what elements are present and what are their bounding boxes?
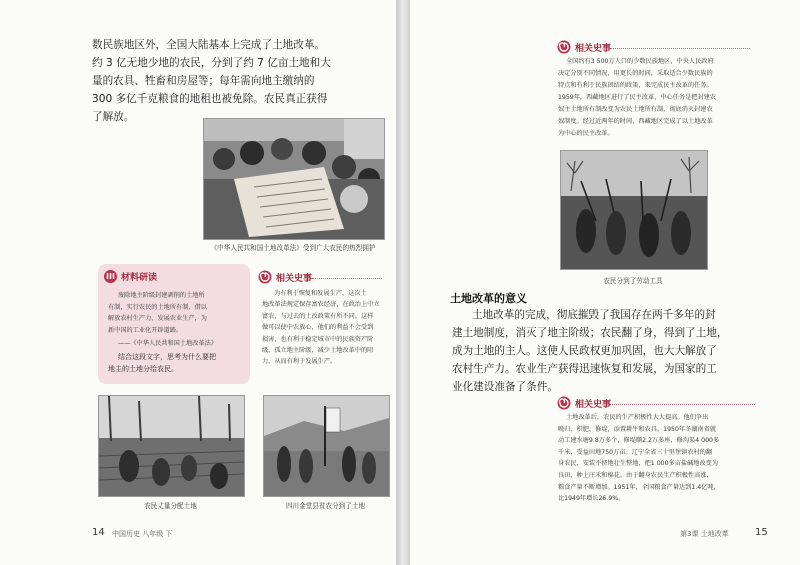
page-number-left: 14 (92, 527, 105, 538)
question-line: 结合这段文字，思考为什么要把 (118, 352, 216, 361)
section-heading-significance: 土地改革的意义 (450, 292, 527, 305)
history-line: 做可以使中农放心，他们的利益不会受到 (262, 324, 374, 332)
left-page (0, 0, 397, 565)
significance-line: 建土地制度，消灭了地主阶级；农民翻了身，得到了土地， (452, 327, 728, 339)
history-line: 奴主土地所有制改变为农民土地所有制，彻底消灭封建农 (558, 106, 713, 113)
intro-line: 300 多亿千克粮食的地租也被免除。农民真正获得 (92, 93, 328, 105)
material-study-icon: III (104, 270, 117, 283)
photo-measuring-land (98, 395, 245, 497)
material-study-title (104, 270, 157, 283)
quote-source: ——《中华人民共和国土地改革法》 (118, 340, 217, 348)
swirl-icon (557, 40, 571, 54)
intro-line: 量的农具、牲畜和房屋等；每年需向地主缴纳的 (92, 75, 315, 87)
intro-line: 数民族地区外，全国大陆基本上完成了土地改革。 (92, 39, 326, 51)
significance-line: 业化建设准备了条件。 (452, 381, 558, 393)
photo-village-caption: 四川金堂县贫农分到了土地 (285, 502, 366, 510)
history-line: 富农，与过去的土改政策有所不同。这样 (262, 312, 374, 320)
swirl-icon (258, 270, 272, 284)
related-history-title-right-1 (557, 40, 611, 54)
photo-farm-tools (560, 150, 708, 270)
related-history-label: 相关史事 (276, 273, 313, 284)
quote-line: 解放农村生产力，发展农业生产，为 (108, 315, 207, 323)
related-history-title-left (258, 270, 312, 284)
history-line: 千米，受益田地750万亩。辽宁全省三十里堡镇农村的翻 (558, 448, 713, 456)
related-history-text-left (262, 288, 390, 368)
history-line: 为中心的民主改革。 (558, 130, 614, 137)
related-history-label: 相关史事 (575, 43, 612, 54)
history-line: 1959年，西藏地区进行了民主改革，中心任务是把封建农 (558, 94, 717, 101)
history-line: 晚归，积肥、修堤，添置耕牛和农具。1950年冬湖南省就 (558, 425, 717, 433)
footer-left: 中国历史 八年级 下 (112, 530, 173, 538)
history-line: 粮食产量不断增加。1951年，全国粮食产量达到1.4亿吨， (558, 483, 720, 491)
related-history-text-right-2 (558, 412, 764, 505)
tools-photo-caption: 农民分到了劳动工具 (603, 277, 663, 285)
related-history-title-right-2 (557, 396, 611, 410)
question-line: 地主的土地分给农民。 (108, 364, 178, 373)
quote-line: 废除地主阶级封建剥削的土地所 (118, 292, 205, 299)
history-line: 良田，种上庄禾和棉花。由于翻身农民生产积极性高涨， (558, 471, 713, 479)
swirl-icon (557, 396, 571, 410)
history-line: 动工建水塘9.8万多个，修堤顺2.2万多座，修沟渠4 000多 (558, 437, 720, 445)
photo-sichuan-village (263, 395, 390, 497)
intro-line: 了解放。 (92, 111, 135, 123)
book-gutter (396, 0, 410, 565)
significance-line: 土地改革的完成，彻底摧毁了我国存在两千多年的封 (472, 309, 716, 321)
footer-right: 第3课 土地改革 (680, 530, 729, 538)
related-history-text-right-1 (558, 56, 758, 140)
photo-farm-caption: 农民丈量分配土地 (144, 502, 197, 510)
divider (312, 278, 382, 279)
quote-line: 新中国的工业化开辟道路。 (108, 326, 183, 334)
history-line: 力，从而有利于发展生产。 (262, 358, 337, 366)
history-line: 身农民，安装不挤地壮生整地，把1 000多亩盐碱地改变为 (558, 460, 719, 468)
history-line: 奴制度。经过近两年的时间，西藏地区完成了以土地改革 (558, 118, 713, 125)
history-line: 特点和有利于民族团结的政策，来完成民主改革的任务。 (558, 82, 713, 89)
material-quote (108, 290, 248, 375)
history-line: 损害，也有利于稳定城市中的民族资产阶 (262, 335, 374, 343)
history-line: 决定分别不同情况，用更长的时间，采取适合少数民族的 (558, 70, 713, 77)
material-study-label: 材料研读 (121, 273, 158, 283)
history-line: 比1949年增长26.9%。 (558, 495, 625, 503)
history-line: 级，孤立地主阶级，减少土地改革中的阻 (262, 347, 374, 355)
related-history-label: 相关史事 (575, 399, 612, 410)
significance-line: 农村生产力。农业生产获得迅速恢复和发展，为国家的工 (452, 363, 717, 375)
history-line: 为有利于恢复和发展生产，这次土 (274, 290, 367, 297)
top-photo-caption: 《中华人民共和国土地改革法》受到广大农民的热烈拥护 (210, 244, 376, 252)
intro-line: 约 3 亿无地少地的农民，分到了约 7 亿亩土地和大 (92, 57, 331, 69)
intro-paragraph (92, 36, 352, 126)
divider (610, 48, 750, 49)
history-line: 土地改革后，农民的生产积极性大大提高。他们争出 (566, 414, 709, 421)
significance-line: 成为土地的主人。这使人民政权更加巩固，也大大解放了 (452, 345, 717, 357)
page-number-right: 15 (755, 527, 768, 538)
quote-line: 有制，实行农民的土地所有制，借以 (108, 303, 207, 311)
divider (610, 404, 755, 405)
history-line: 地改革法规定保存富农经济，在政治上中立 (262, 301, 380, 309)
right-page (410, 0, 800, 565)
significance-paragraph (452, 306, 752, 396)
photo-land-reform-law (203, 118, 385, 240)
history-line: 全国约有3 500万人口的少数民族地区，中央人民政府 (566, 58, 714, 65)
